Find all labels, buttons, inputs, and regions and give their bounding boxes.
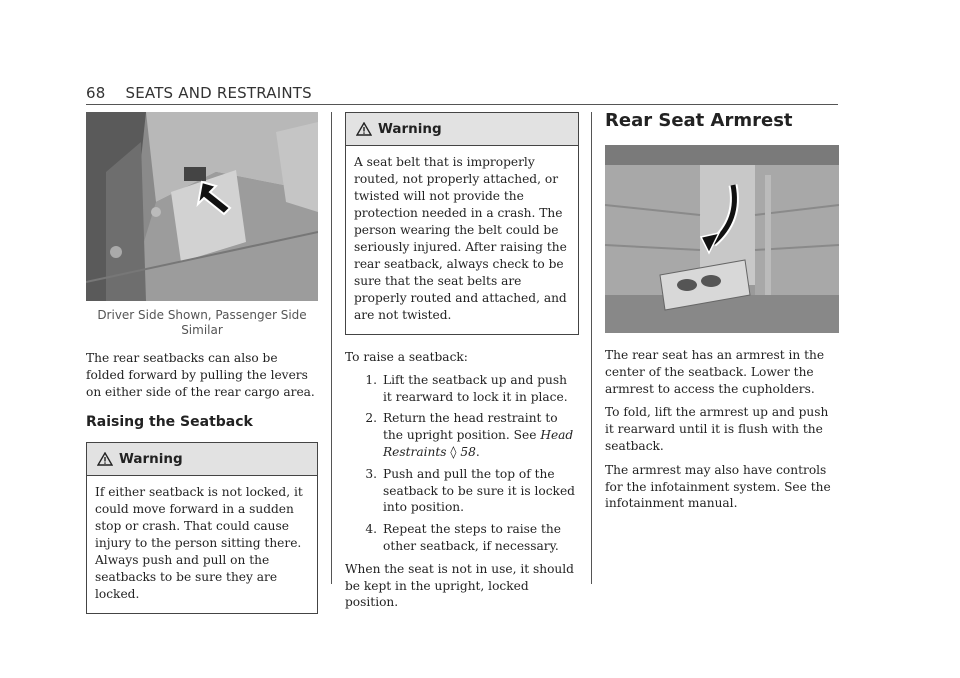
step-number: 1. [365,372,377,387]
page-header [86,84,312,102]
warning-header [346,113,578,146]
cross-reference-link[interactable]: Head Restraints [383,428,574,459]
section-title: SEATS AND RESTRAINTS [125,84,312,102]
warning-header [87,443,317,476]
list-item [345,410,579,460]
warning-box [345,112,579,335]
warning-triangle-icon [356,122,372,136]
closing-paragraph: When the seat is not in use, it should be kept in the upright, locked position. [345,561,574,610]
warning-box [86,442,318,614]
page-ref-arrow-icon: ◊ [450,444,457,459]
warning-label: Warning [119,451,183,468]
step-number: 2. [365,411,377,426]
warning-triangle-icon [97,452,113,466]
page-number: 68 [86,84,106,102]
warning-text: If either seatback is not locked, it could move forward in a sudden stop or crash. That could cause injury to the person sitting there. Always push and pull on the seatbacks to be sure they are locked. [95,485,303,602]
step-text-post: . [475,444,480,459]
step-number: 3. [365,466,377,481]
column-divider [591,112,592,584]
cargo-area-figure [86,112,318,301]
header-rule [86,104,838,105]
armrest-paragraph-3: The armrest may also have controls for the infotainment system. See the infotainment manual. [605,462,831,511]
step-text: Repeat the steps to raise the other seatback, if necessary. [383,522,561,553]
step-number: 4. [365,522,377,537]
column-middle [345,112,579,611]
cross-reference-page[interactable]: 58 [460,444,476,459]
column-left [86,112,318,614]
step-text: Push and pull the top of the seatback to be sure it is locked into position. [383,466,575,515]
list-item [345,521,579,555]
step-text: Lift the seatback up and push it rearward to lock it in place. [383,372,568,404]
steps-lead: To raise a seatback: [345,350,468,364]
column-right [605,112,839,512]
armrest-paragraph-1: The rear seat has an armrest in the center of the seatback. Lower the armrest to access the cupholders. [605,348,825,396]
list-item [345,372,579,406]
armrest-paragraph-2: To fold, lift the armrest up and push it rearward until it is flush with the seatback. [605,405,829,453]
figure-caption: Driver Side Shown, Passenger Side Similar [97,308,307,337]
warning-text: A seat belt that is improperly routed, not properly attached, or twisted will not provide the protection needed in a crash. The person wearing the belt could be seriously injured. After raising the rear seatback, always check to be sure that the seat belts are properly routed and attached, and are not twisted. [354,155,567,322]
step-text-pre: Return the head restraint to the upright position. See [383,411,558,443]
section-heading: Raising the Seatback [86,414,253,431]
warning-label: Warning [378,121,442,137]
steps-list [345,372,579,555]
column-divider [331,112,332,584]
intro-paragraph: The rear seatbacks can also be folded forward by pulling the levers on either side of the rear cargo area. [86,351,315,399]
step-text [383,410,579,460]
list-item [345,466,579,516]
section-heading: Rear Seat Armrest [605,110,793,131]
armrest-figure [605,145,839,333]
